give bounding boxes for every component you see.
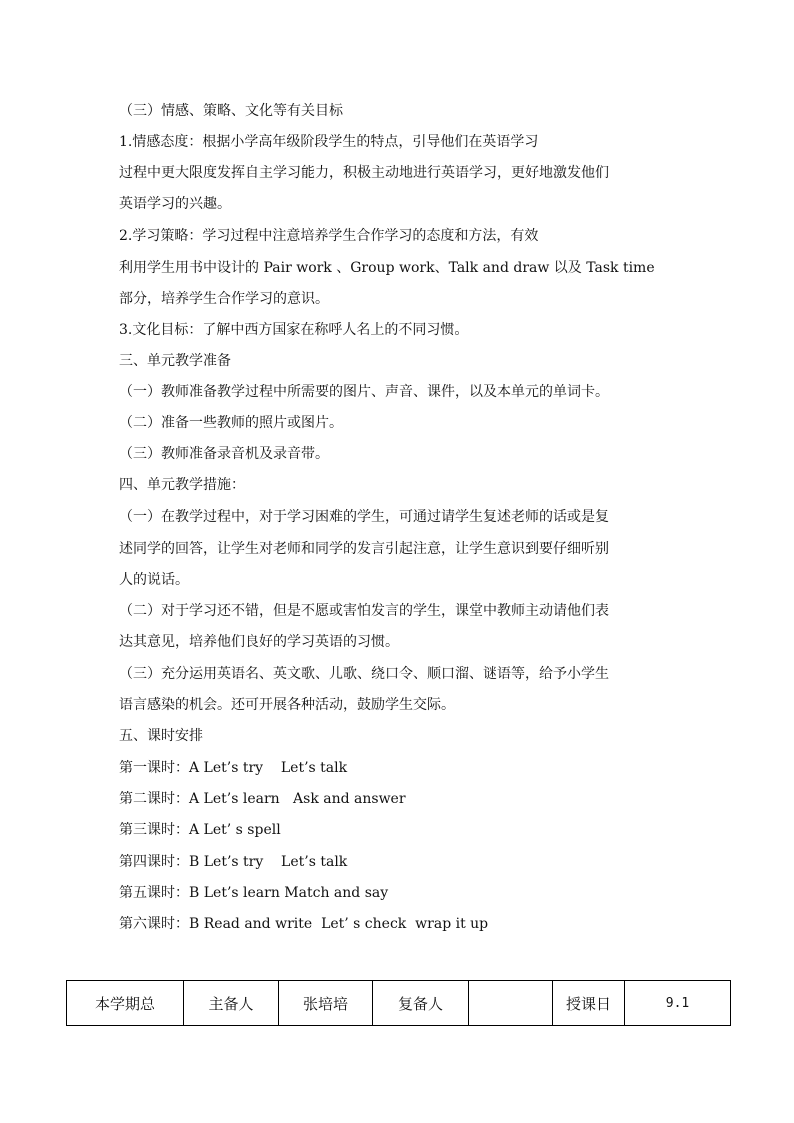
text-line: （二）对于学习还不错，但是不愿或害怕发言的学生，课堂中教师主动请他们表 xyxy=(119,603,609,619)
lesson-line: 第二课时：A Let’s learn Ask and answer xyxy=(119,791,406,807)
text-line: 利用学生用书中设计的 Pair work 、Group work、Talk and draw 以及 Task time xyxy=(119,260,655,276)
text-line: 述同学的回答，让学生对老师和同学的发言引起注意，让学生意识到要仔细听别 xyxy=(119,541,609,557)
section-heading-affect-goals: （三）情感、策略、文化等有关目标 xyxy=(119,103,343,119)
text-line: （二）准备一些教师的照片或图片。 xyxy=(119,415,343,431)
semester-total-label: 本学期总 xyxy=(67,981,184,1026)
teaching-date-label: 授课日 xyxy=(553,981,625,1026)
text-line: 过程中更大限度发挥自主学习能力，积极主动地进行英语学习，更好地激发他们 xyxy=(119,165,609,181)
lesson-line: 第四课时：B Let’s try Let’s talk xyxy=(119,854,348,870)
text-line: 人的说话。 xyxy=(119,572,189,588)
text-line: 2.学习策略：学习过程中注意培养学生合作学习的态度和方法，有效 xyxy=(119,228,539,244)
lesson-info-table xyxy=(66,980,731,1026)
table-row xyxy=(67,981,731,1026)
text-line: （一）在教学过程中，对于学习困难的学生，可通过请学生复述老师的话或是复 xyxy=(119,509,609,525)
text-line: 部分，培养学生合作学习的意识。 xyxy=(119,291,329,307)
lesson-line: 第六课时：B Read and write Let’ s check wrap it up xyxy=(119,916,489,932)
section-heading-schedule: 五、课时安排 xyxy=(119,728,203,744)
text-line: （三）教师准备录音机及录音带。 xyxy=(119,446,329,462)
lesson-line: 第三课时：A Let’ s spell xyxy=(119,822,281,838)
text-line: （三）充分运用英语名、英文歌、儿歌、绕口令、顺口溜、谜语等，给予小学生 xyxy=(119,666,609,682)
section-heading-preparation: 三、单元教学准备 xyxy=(119,353,231,369)
main-preparer-value: 张培培 xyxy=(279,981,373,1026)
co-preparer-value xyxy=(469,981,553,1026)
lesson-line: 第五课时：B Let’s learn Match and say xyxy=(119,885,389,901)
teaching-date-value: 9.1 xyxy=(625,981,731,1026)
text-line: 3.文化目标：了解中西方国家在称呼人名上的不同习惯。 xyxy=(119,322,469,338)
text-line: 1.情感态度：根据小学高年级阶段学生的特点，引导他们在英语学习 xyxy=(119,134,539,150)
co-preparer-label: 复备人 xyxy=(373,981,469,1026)
section-heading-measures: 四、单元教学措施： xyxy=(119,477,245,493)
lesson-line: 第一课时：A Let’s try Let’s talk xyxy=(119,760,348,776)
text-line: 语言感染的机会。还可开展各种活动，鼓励学生交际。 xyxy=(119,697,455,713)
main-preparer-label: 主备人 xyxy=(184,981,279,1026)
text-line: 英语学习的兴趣。 xyxy=(119,196,231,212)
text-line: 达其意见，培养他们良好的学习英语的习惯。 xyxy=(119,634,399,650)
text-line: （一）教师准备教学过程中所需要的图片、声音、课件，以及本单元的单词卡。 xyxy=(119,384,609,400)
